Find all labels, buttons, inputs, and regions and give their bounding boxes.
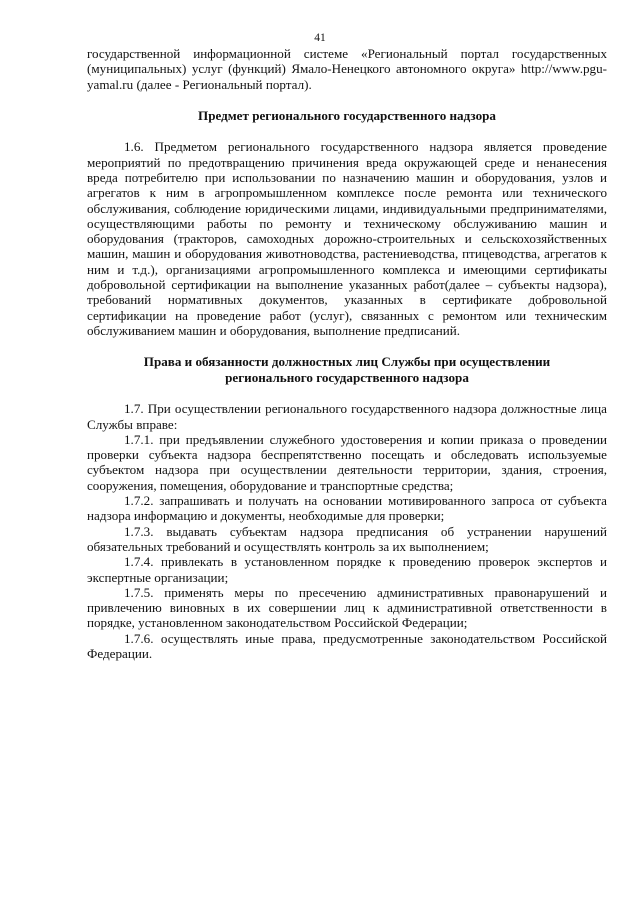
list-item-1-7-3: 1.7.3. выдавать субъектам надзора предписания об устранении нарушений обязательных требований и осуществлять контроль за их выполнением; (87, 523, 607, 554)
list-item-1-7-2: 1.7.2. запрашивать и получать на основании мотивированного запроса от субъекта надзора информацию и документы, необходимые для проверки; (87, 493, 607, 524)
paragraph-1-6: 1.6. Предметом регионального государственного надзора является проведение мероприятий по предотвращению причинения вреда окружающей среде и ненанесения вреда потребителю при использовании по назначению машин и оборудования, узлов и агрегатов к ним в агропромышленном комплексе после ремонта или технического обслуживания, соблюдение юридическими лицами, индивидуальными предпринимателями, осуществляющими работы по ремонту и техническому обслуживанию машин и оборудования (тракторов, самоходных дорожно-строительных и сельскохозяйственных машин, машин и оборудования животноводства, растениеводства, птицеводства, агрегатов к ним и т.д.), организациями агропромышленного комплекса и имеющими сертификаты добровольной сертификации на выполнение указанных работ(далее – субъекты надзора), требований нормативных документов, указанных в сертификате добровольной сертификации на проведение работ (услуг), связанных с ремонтом или техническим обслуживанием машин и оборудования, выполнение предписаний. (87, 139, 607, 338)
section-heading-subject: Предмет регионального государственного надзора (198, 107, 496, 123)
paragraph-1-7: 1.7. При осуществлении регионального государственного надзора должностные лица Службы вправе: (87, 401, 607, 432)
list-item-1-7-4: 1.7.4. привлекать в установленном порядке к проведению проверок экспертов и экспертные организации; (87, 554, 607, 585)
document-body (87, 46, 607, 661)
section-heading-rights (87, 354, 607, 385)
section-heading-rights-line1: Права и обязанности должностных лиц Службы при осуществлении (143, 354, 551, 370)
list-item-1-7-5: 1.7.5. применять меры по пресечению административных правонарушений и привлечению виновных в их совершении лиц к административной ответственности в порядке, установленном законодательством Российской Федерации; (87, 584, 607, 631)
intro-paragraph: государственной информационной системе «Региональный портал государственных (муниципальных) услуг (функций) Ямало-Ненецкого автономного округа» http://www.pgu-yamal.ru (далее - Региональный портал). (87, 46, 607, 92)
list-item-1-7-6: 1.7.6. осуществлять иные права, предусмотренные законодательством Российской Федерации. (87, 630, 607, 661)
page-number: 41 (314, 32, 326, 44)
list-item-1-7-1: 1.7.1. при предъявлении служебного удостоверения и копии приказа о проведении проверки субъекта надзора беспрепятственно посещать и обследовать используемые субъектом надзора при осуществлении деятельности территории, здания, строения, сооружения, помещения, оборудование и транспортные средства; (87, 431, 607, 493)
section-heading-rights-line2: регионального государственного надзора (225, 369, 469, 385)
